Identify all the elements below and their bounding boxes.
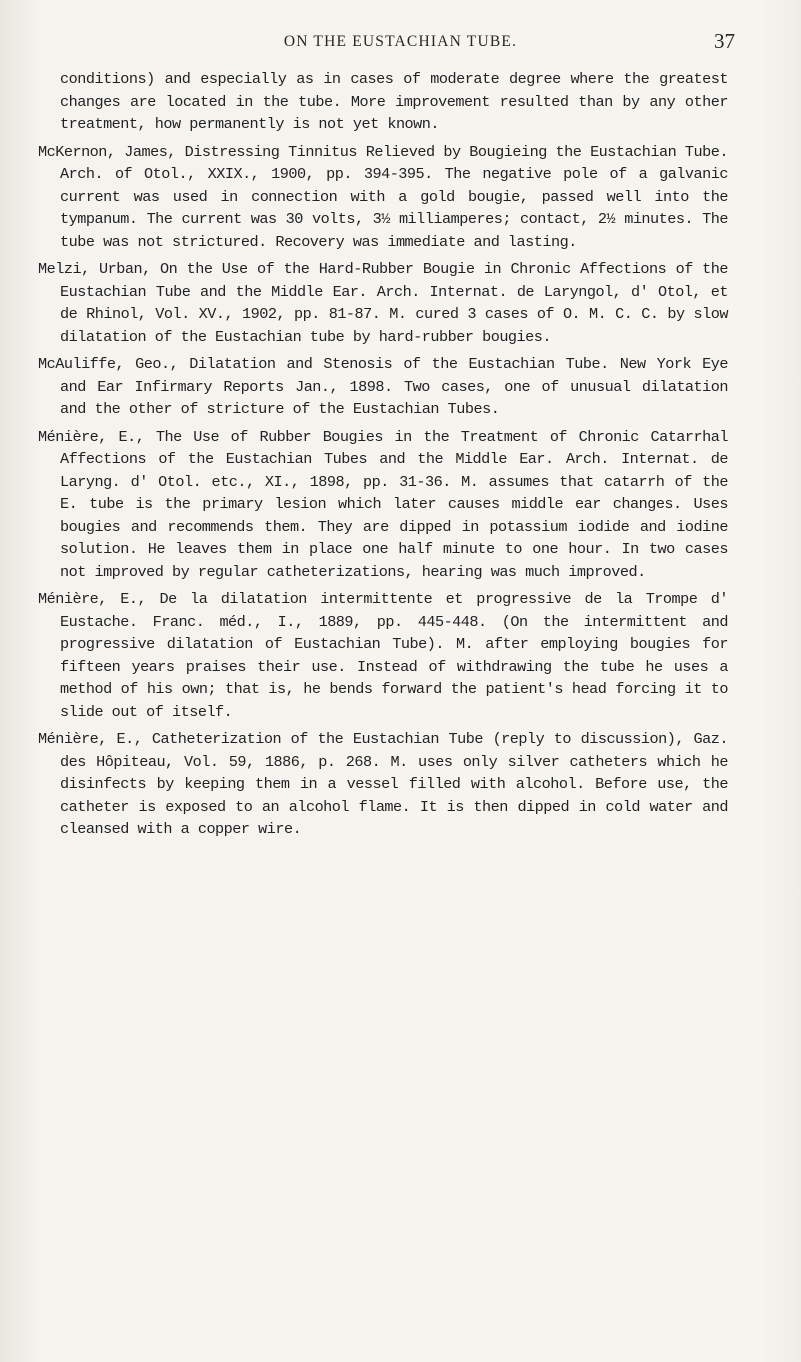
page-body [38, 68, 728, 846]
bibliography-entry-melzi: Melzi, Urban, On the Use of the Hard-Rubber Bougie in Chronic Affections of the Eustachian Tube and the Middle Ear. Arch. Internat. de Laryngol, d' Otol, et de Rhinol, Vol. XV., 1902, pp. 81-87. M. cured 3 cases of O. M. C. C. by slow dilatation of the Eustachian tube by hard-rubber bougies. [38, 260, 728, 346]
bibliography-entry-mckernon: McKernon, James, Distressing Tinnitus Relieved by Bougieing the Eustachian Tube. Arch. of Otol., XXIX., 1900, pp. 394-395. The negative pole of a galvanic current was used in connection with a gold bougie, passed well into the tympanum. The current was 30 volts, 3½ milliamperes; contact, 2½ minutes. The tube was not strictured. Recovery was immediate and lasting. [38, 142, 728, 251]
bibliography-entry-meniere-catheterization: Ménière, E., Catheterization of the Eustachian Tube (reply to discussion), Gaz. des Hôpiteau, Vol. 59, 1886, p. 268. M. uses only silver catheters which he disinfects by keeping them in a vessel filled with alcohol. Before use, the catheter is exposed to an alcohol flame. It is then dipped in cold water and cleansed with a copper wire. [38, 730, 728, 838]
running-head [0, 29, 801, 53]
bibliography-entry-meniere-dilatation: Ménière, E., De la dilatation intermittente et progressive de la Trompe d' Eustache. Franc. méd., I., 1889, pp. 445-448. (On the intermittent and progressive dilatation of Eustachian Tube). M. after employing bougies for fifteen years praises their use. Instead of withdrawing the tube he uses a method of his own; that is, he bends forward the patient's head forcing it to slide out of itself. [38, 590, 728, 721]
page-number: 37 [714, 29, 735, 53]
bibliography-entry-mcauliffe: McAuliffe, Geo., Dilatation and Stenosis of the Eustachian Tube. New York Eye and Ear Infirmary Reports Jan., 1898. Two cases, one of unusual dilatation and the other of stricture of the Eustachian Tubes. [38, 355, 728, 418]
running-title: ON THE EUSTACHIAN TUBE. [283, 33, 518, 50]
bibliography-entry-meniere-rubber-bougies: Ménière, E., The Use of Rubber Bougies in the Treatment of Chronic Catarrhal Affections of the Eustachian Tubes and the Middle Ear. Arch. Internat. de Laryng. d' Otol. etc., XI., 1898, pp. 31-36. M. assumes that catarrh of the E. tube is the primary lesion which later causes middle ear changes. Uses bougies and recommends them. They are dipped in potassium iodide and iodine solution. He leaves them in place one half minute to one hour. In two cases not improved by regular catheterizations, hearing was much improved. [38, 427, 728, 581]
paragraph-continuation: conditions) and especially as in cases of moderate degree where the greatest changes are located in the tube. More improvement resulted than by any other treatment, how permanently is not yet known. [60, 70, 728, 133]
